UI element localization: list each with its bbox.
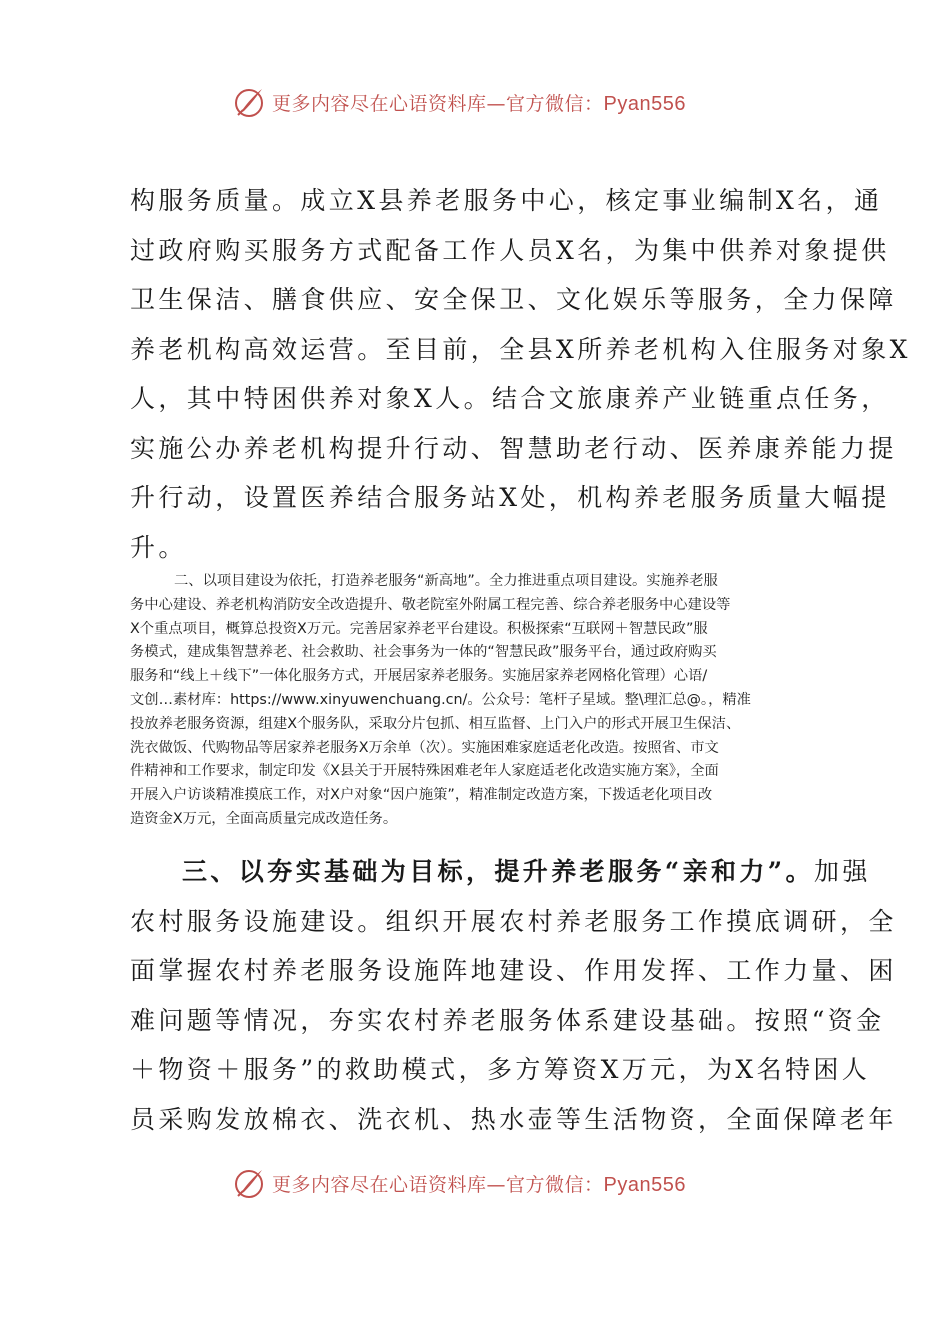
text-line: 务中心建设、养老机构消防安全改造提升、敬老院室外附属工程完善、综合养老服务中心建设等 — [130, 596, 731, 613]
quill-logo-icon — [232, 85, 266, 119]
text-line: 造资金X万元，全面高质量完成改造任务。 — [130, 810, 398, 827]
text-line: 件精神和工作要求，制定印发《X县关于开展特殊困难老年人家庭适老化改造实施方案》，全面 — [130, 763, 719, 780]
section-3-first-line — [130, 847, 871, 897]
banner-text: 更多内容尽在心语资料库—官方微信：Pyan556 — [272, 92, 686, 115]
text-line: 难问题等情况，夯实农村养老服务体系建设基础。按照“资金 — [130, 1005, 885, 1035]
text-line: 二、以项目建设为依托，打造养老服务“新高地”。全力推进重点项目建设。实施养老服 — [174, 573, 718, 589]
text-line: 文创…素材库：https://www.xinyuwenchuang.cn/。公众号：笔杆子星域。整\理汇总@。，精准 — [130, 691, 751, 708]
text-line: 投放养老服务资源，组建X个服务队，采取分片包抓、相互监督、上门入户的形式开展卫生保洁、 — [130, 715, 741, 732]
text-line: 升行动，设置医养结合服务站X处，机构养老服务质量大幅提 — [130, 483, 890, 512]
text-fragment: 加强 — [813, 857, 871, 886]
paragraph-section-1 — [130, 176, 911, 572]
text-line: 开展入户访谈精准摸底工作，对X户对象“因户施策”，精准制定改造方案，下拨适老化项目改 — [130, 787, 713, 804]
section-heading: 三、以夯实基础为目标，提升养老服务“亲和力”。 — [182, 857, 814, 886]
text-line: 构服务质量。成立X县养老服务中心，核定事业编制X名，通 — [130, 186, 883, 215]
text-line: 农村服务设施建设。组织开展农村养老服务工作摸底调研，全 — [130, 906, 897, 936]
banner-wechat-id: Pyan556 — [603, 1173, 686, 1196]
text-line: 过政府购买服务方式配备工作人员X名，为集中供养对象提供 — [130, 235, 890, 265]
text-line: 面掌握农村养老服务设施阵地建设、作用发挥、工作力量、困 — [130, 956, 897, 985]
text-line: 实施公办养老机构提升行动、智慧助老行动、医养康养能力提 — [130, 433, 897, 463]
text-line: 务模式，建成集智慧养老、社会救助、社会事务为一体的“智慧民政”服务平台，通过政府购买 — [130, 644, 717, 661]
text-line: 员采购发放棉衣、洗衣机、热水壶等生活物资，全面保障老年 — [130, 1104, 897, 1134]
footer-watermark-banner — [0, 1163, 950, 1203]
banner-text: 更多内容尽在心语资料库—官方微信：Pyan556 — [272, 1173, 686, 1196]
paragraph-section-3 — [130, 847, 897, 1144]
paragraph-section-2 — [130, 570, 835, 832]
banner-wechat-id: Pyan556 — [603, 92, 686, 115]
text-line: 洗衣做饭、代购物品等居家养老服务X万余单（次）。实施困难家庭适老化改造。按照省、市文 — [130, 739, 719, 756]
text-line: 人，其中特困供养对象X人。结合文旅康养产业链重点任务， — [130, 384, 890, 413]
text-line: 升。 — [130, 532, 187, 562]
text-line: 养老机构高效运营。至目前，全县X所养老机构入住服务对象X — [130, 334, 911, 364]
text-line: 服务和“线上＋线下”一体化服务方式，开展居家养老服务。实施居家养老网格化管理）心语/ — [130, 668, 708, 685]
text-line: 卫生保洁、膳食供应、安全保卫、文化娱乐等服务，全力保障 — [130, 285, 897, 314]
header-watermark-banner — [0, 82, 950, 122]
text-line: X个重点项目，概算总投资X万元。完善居家养老平台建设。积极探索“互联网＋智慧民政”服 — [130, 620, 708, 637]
quill-logo-icon — [232, 1166, 266, 1200]
text-line: ＋物资＋服务”的救助模式，多方筹资X万元，为X名特困人 — [130, 1055, 871, 1084]
